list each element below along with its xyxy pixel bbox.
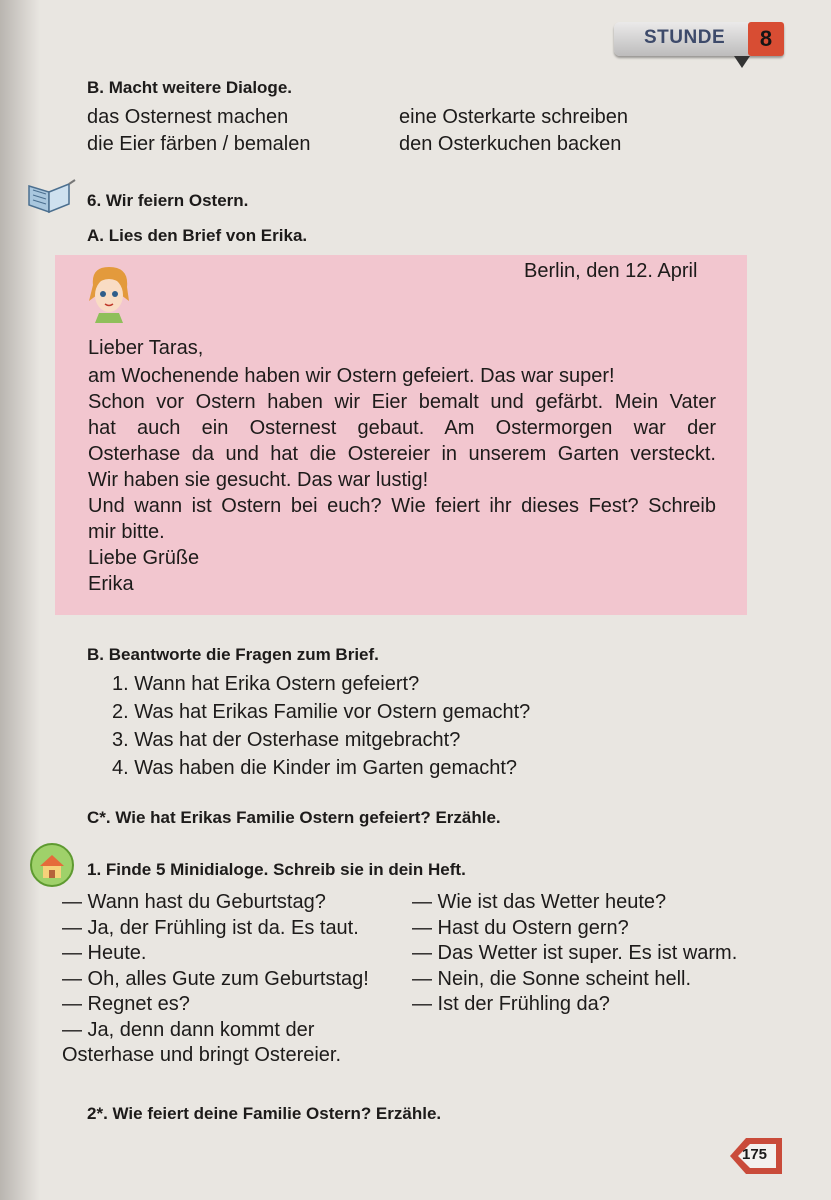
open-book-icon <box>25 174 77 214</box>
task-a-heading: A. Lies den Brief von Erika. <box>87 226 308 245</box>
dialog-line: — Wann hast du Geburtstag? <box>62 891 326 913</box>
letter-body <box>88 363 716 597</box>
dialog-line: — Heute. <box>62 942 147 964</box>
phrase-right-1: eine Osterkarte schreiben <box>399 106 629 128</box>
dialog-right-column <box>412 890 737 1018</box>
exercise-6-title: 6. Wir feiern Ostern. <box>87 191 249 210</box>
dialog-line: — Ist der Frühling da? <box>412 993 610 1015</box>
tab-pointer-icon <box>734 56 750 68</box>
letter-line: Schon vor Ostern haben wir Eier bemalt und gefärbt. Mein Vater <box>88 391 716 413</box>
stunde-tab <box>614 22 784 56</box>
dialog-line: — Ja, der Frühling ist da. Es taut. <box>62 916 359 939</box>
phrase-left-1: das Osternest machen <box>87 106 289 128</box>
homework-2-heading: 2*. Wie feiert deine Familie Ostern? Erzähle. <box>87 1104 442 1123</box>
question-list <box>112 670 530 782</box>
dialog-line: — Hast du Ostern gern? <box>412 916 629 939</box>
question-item: 4. Was haben die Kinder im Garten gemacht? <box>112 757 518 779</box>
phrase-right-2: den Osterkuchen backen <box>399 133 622 155</box>
section-b-heading: B. Macht weitere Dialoge. <box>87 78 292 97</box>
dialog-left-column <box>62 890 369 1069</box>
stunde-number: 8 <box>748 22 784 56</box>
dialog-line: Osterhase und bringt Ostereier. <box>62 1044 342 1066</box>
dialog-line: — Wie ist das Wetter heute? <box>412 891 667 913</box>
homework-1-heading: 1. Finde 5 Minidialoge. Schreib sie in dein Heft. <box>87 860 466 879</box>
dialog-line: — Regnet es? <box>62 993 190 1015</box>
letter-line: Wir haben sie gesucht. Das war lustig! <box>88 469 429 491</box>
letter-box <box>55 255 747 615</box>
letter-signature: Erika <box>88 573 134 595</box>
page-number: 175 <box>742 1146 768 1163</box>
letter-line: hat auch ein Osternest gebaut. Am Ostermorgen war der <box>88 417 716 439</box>
dialog-line: — Das Wetter ist super. Es ist warm. <box>412 942 738 964</box>
girl-portrait-icon <box>85 265 133 323</box>
question-item: 1. Wann hat Erika Ostern gefeiert? <box>112 673 420 695</box>
phrase-left-2: die Eier färben / bemalen <box>87 133 311 155</box>
letter-line: Osterhase da und hat die Ostereier in unserem Garten versteckt. <box>88 443 716 465</box>
question-item: 2. Was hat Erikas Familie vor Ostern gemacht? <box>112 701 531 723</box>
letter-date: Berlin, den 12. April <box>524 260 698 282</box>
question-item: 3. Was hat der Osterhase mitgebracht? <box>112 729 461 751</box>
stunde-label: STUNDE <box>644 27 726 48</box>
task-c-heading: C*. Wie hat Erikas Familie Ostern gefeiert? Erzähle. <box>87 808 501 827</box>
letter-line: am Wochenende haben wir Ostern gefeiert. Das war super! <box>88 365 615 387</box>
letter-salutation: Lieber Taras, <box>88 337 204 359</box>
home-icon <box>28 842 76 888</box>
letter-line: Und wann ist Ostern bei euch? Wie feiert ihr dieses Fest? Schreib <box>88 495 716 517</box>
task-b-heading: B. Beantworte die Fragen zum Brief. <box>87 645 379 664</box>
dialog-line: — Oh, alles Gute zum Geburtstag! <box>62 967 369 990</box>
dialog-line: — Ja, denn dann kommt der <box>62 1018 315 1041</box>
dialog-line: — Nein, die Sonne scheint hell. <box>412 967 692 990</box>
letter-closing: Liebe Grüße <box>88 547 200 569</box>
letter-line: mir bitte. <box>88 521 165 543</box>
